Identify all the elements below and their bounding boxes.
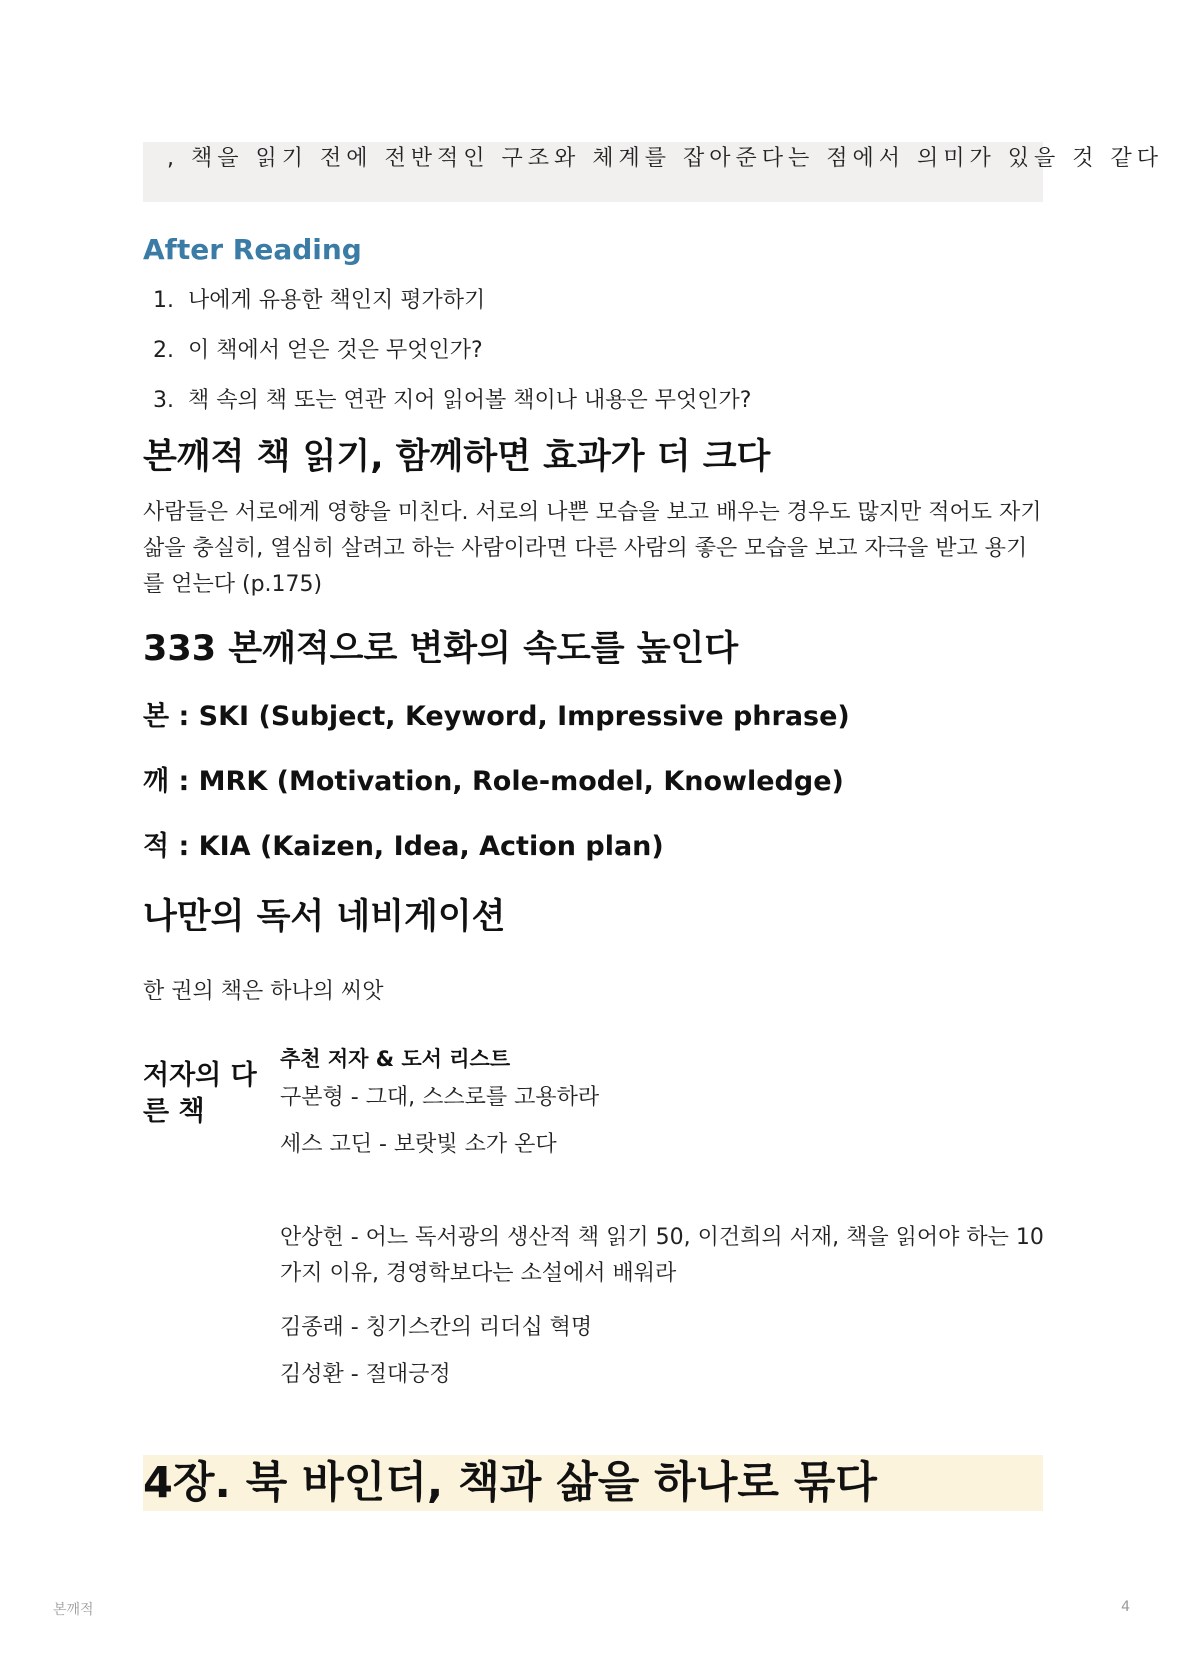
after-reading-heading: After Reading [143,233,362,266]
section-heading-together: 본깨적 책 읽기, 함께하면 효과가 더 크다 [143,437,771,477]
chapter-title: 4장. 북 바인더, 책과 삶을 하나로 묶다 [143,1458,877,1508]
list-number: 1. [153,288,174,313]
chapter-highlight [143,1455,1043,1511]
book-item: 구본형 - 그대, 스스로를 고용하라 [280,1085,600,1110]
quote-text: , 책을 읽기 전에 전반적인 구조와 체계를 잡아준다는 점에서 의미가 있을 것 같다 [167,146,1163,171]
after-reading-list [143,283,751,433]
book-item: 김성환 - 절대긍정 [280,1362,451,1387]
book-item: 안상헌 - 어느 독서광의 생산적 책 읽기 50, 이건희의 서재, 책을 읽어야 하는 10가지 이유, 경영학보다는 소설에서 배워라 [280,1225,1044,1286]
list-item [143,333,751,383]
list-item-text: 나에게 유용한 책인지 평가하기 [188,288,486,313]
list-item [143,283,751,333]
list-number: 3. [153,388,174,413]
book-item: 김종래 - 칭기스칸의 리더십 혁명 [280,1315,593,1340]
mrk-line: 깨 : MRK (Motivation, Role-model, Knowledge) [143,766,844,797]
footer-document-title: 본깨적 [53,1602,94,1618]
quote-block [143,142,1163,202]
kia-line: 적 : KIA (Kaizen, Idea, Action plan) [143,831,664,862]
list-item-text: 책 속의 책 또는 연관 지어 읽어볼 책이나 내용은 무엇인가? [188,388,752,413]
book-item: 세스 고딘 - 보랏빛 소가 온다 [280,1132,557,1157]
section-heading-333: 333 본깨적으로 변화의 속도를 높인다 [143,629,739,669]
footer-page-number: 4 [1121,1599,1130,1615]
list-item [143,383,751,433]
other-books-label: 저자의 다른 책 [143,1060,257,1127]
section-together-body: 사람들은 서로에게 영향을 미친다. 서로의 나쁜 모습을 보고 배우는 경우도 많지만 적어도 자기 삶을 충실히, 열심히 살려고 하는 사람이라면 다른 사람의 좋은 모습을 보고 자극을 받고 용기를 얻는다 (p.175) [143,500,1042,597]
section-navigation-body: 한 권의 책은 하나의 씨앗 [143,979,384,1004]
list-item-text: 이 책에서 얻은 것은 무엇인가? [188,338,483,363]
section-heading-navigation: 나만의 독서 네비게이션 [143,897,506,937]
list-number: 2. [153,338,174,363]
recommend-list-title: 추천 저자 & 도서 리스트 [280,1047,511,1071]
ski-line: 본 : SKI (Subject, Keyword, Impressive phrase) [143,701,850,732]
